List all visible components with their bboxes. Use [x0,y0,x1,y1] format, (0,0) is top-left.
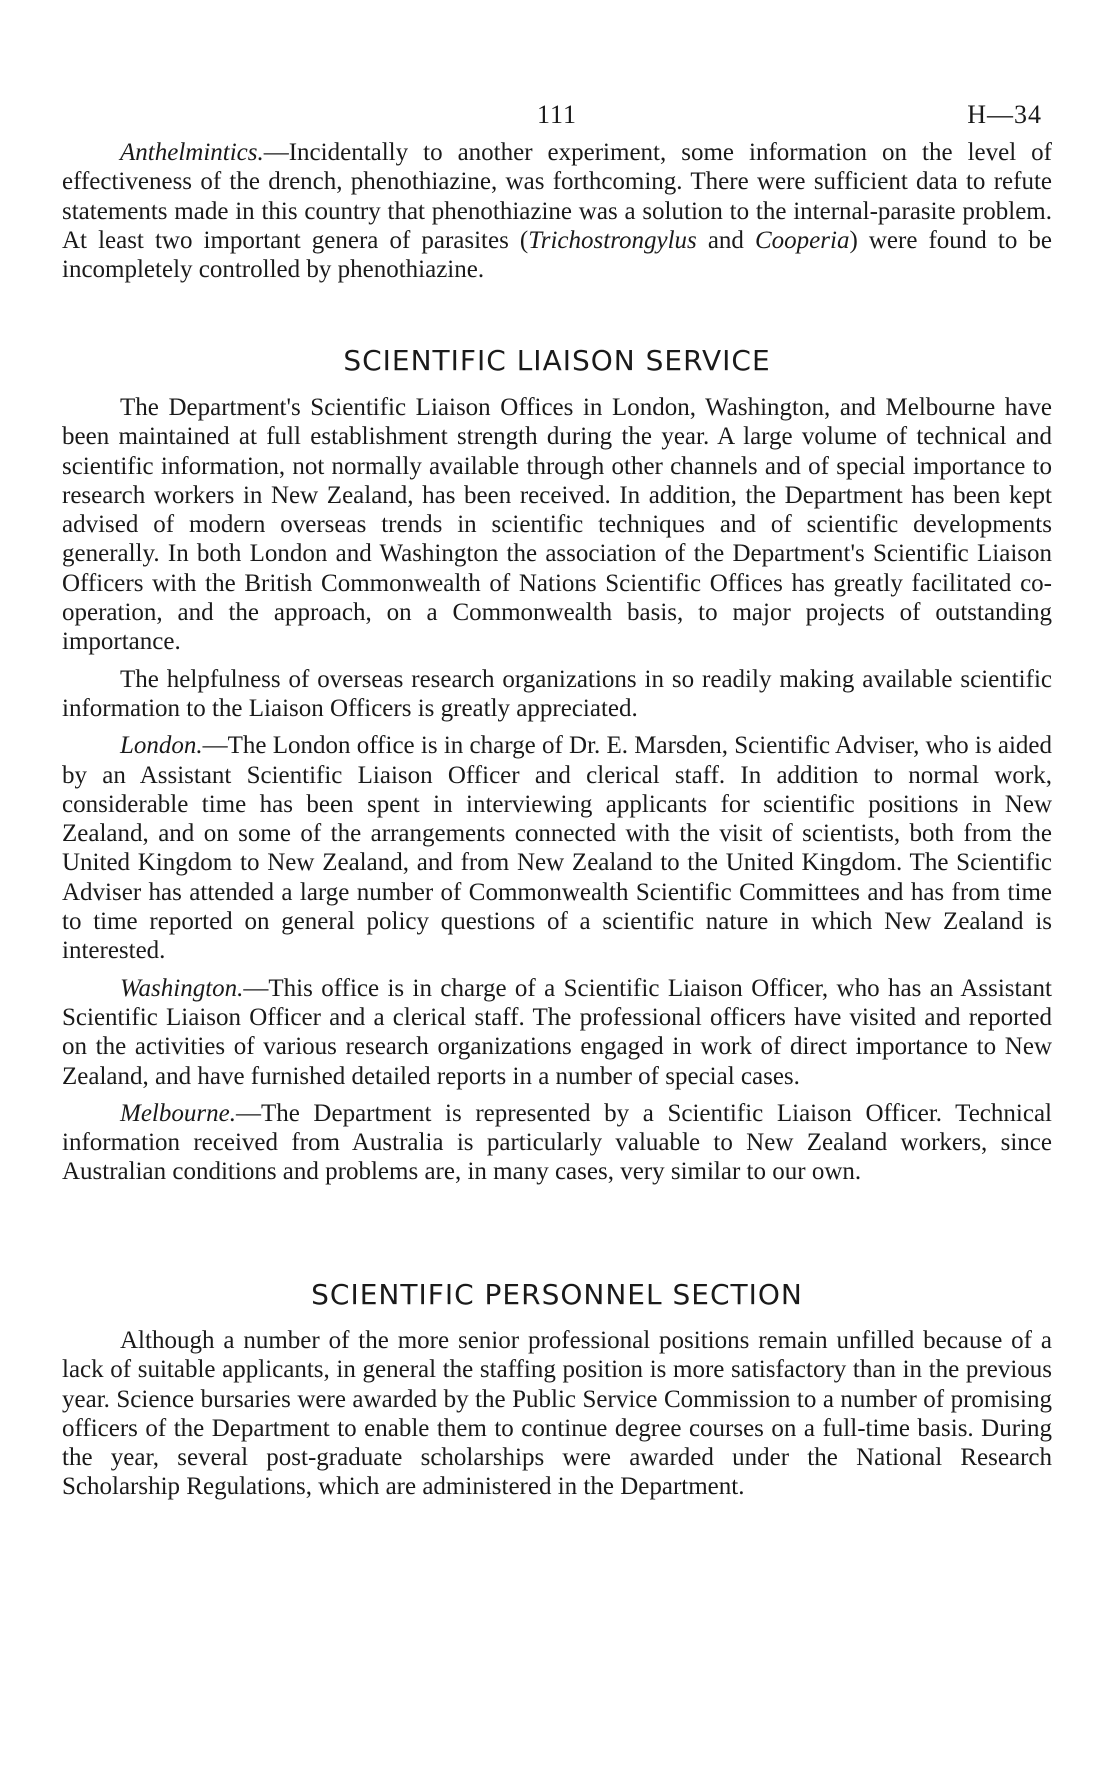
document-reference: H—34 [967,100,1042,129]
anthelmintics-text-2: and [696,226,755,254]
london-text: —The London office is in charge of Dr. E. Marsden, Scientific Adviser, who is aided by an Assistant Scientific Liaison Officer and clerical staff. In addition to normal work, considerable time has been spent in interviewing applicants for scientific positions in New Zealand, and on some of the arrangements connected with the visit of scientists, both from the United Kingdom to New Zealand, and from New Zealand to the United Kingdom. The Scientific Adviser has attended a large number of Commonwealth Scientific Committees and has from time to time reported on general policy questions of a scientific nature in which New Zealand is interested. [62,732,1052,965]
personnel-section [62,1326,1052,1502]
washington-text: —This office is in charge of a Scientific Liaison Officer, who has an Assistant Scientific Liaison Officer and a clerical staff. The professional officers have visited and reported on the activities of various research organizations engaged in work of direct importance to New Zealand, and have furnished detailed reports in a number of special cases. [62,974,1052,1090]
page-number: 111 [536,100,578,129]
page-header [62,100,1052,130]
melbourne-paragraph [62,1099,1052,1187]
liaison-paragraph-1: The Department's Scientific Liaison Offices in London, Washington, and Melbourne have been maintained at full establishment strength during the year. A large volume of technical and scientific information, not normally available through other channels and of special importance to research workers in New Zealand, has been received. In addition, the Department has been kept advised of modern overseas trends in scientific techniques and of scientific developments generally. In both London and Washington the association of the Department's Scientific Liaison Officers with the British Commonwealth of Nations Scientific Offices has greatly facilitated co-operation, and the approach, on a Commonwealth basis, to major projects of outstanding importance. [62,394,1052,656]
anthelmintics-lead: Anthelmintics. [120,139,264,166]
anthelmintics-paragraph [62,138,1052,284]
london-paragraph [62,731,1052,965]
washington-paragraph [62,974,1052,1091]
liaison-heading: SCIENTIFIC LIAISON SERVICE [343,344,771,377]
anthelmintics-section [62,138,1052,284]
liaison-paragraph-2: The helpfulness of overseas research organizations in so readily making available scientific information to the Liaison Officers is greatly appreciated. [62,665,1052,722]
genus-cooperia: Cooperia [755,226,850,254]
anthelmintics-text-1: —Incidentally to another experiment, some information on the level of effectiveness of the drench, phenothiazine, was forthcoming. There were sufficient data to refute statements made in this country that phenothiazine was a solution to the internal-parasite problem. At least two important genera of parasites ( [62,139,1052,254]
anthelmintics-text-3: ) were found to be incompletely controlled by phenothiazine. [62,226,1052,284]
liaison-section [62,393,1052,1187]
melbourne-lead: Melbourne. [120,1099,236,1127]
melbourne-text: —The Department is represented by a Scientific Liaison Officer. Technical information received from Australia is particularly valuable to New Zealand workers, since Australian conditions and problems are, in many cases, very similar to our own. [62,1099,1052,1186]
london-lead: London. [120,732,203,760]
personnel-heading: SCIENTIFIC PERSONNEL SECTION [311,1278,803,1311]
washington-lead: Washington. [120,974,244,1002]
genus-trichostrongylus: Trichostrongylus [528,226,697,254]
personnel-paragraph-1: Although a number of the more senior professional positions remain unfilled because of a lack of suitable applicants, in general the staffing position is more satisfactory than in the previous year. Science bursaries were awarded by the Public Service Commission to a number of promising officers of the Department to enable them to continue degree courses on a full-time basis. During the year, several post-graduate scholarships were awarded under the National Research Scholarship Regulations, which are administered in the Department. [62,1327,1052,1501]
